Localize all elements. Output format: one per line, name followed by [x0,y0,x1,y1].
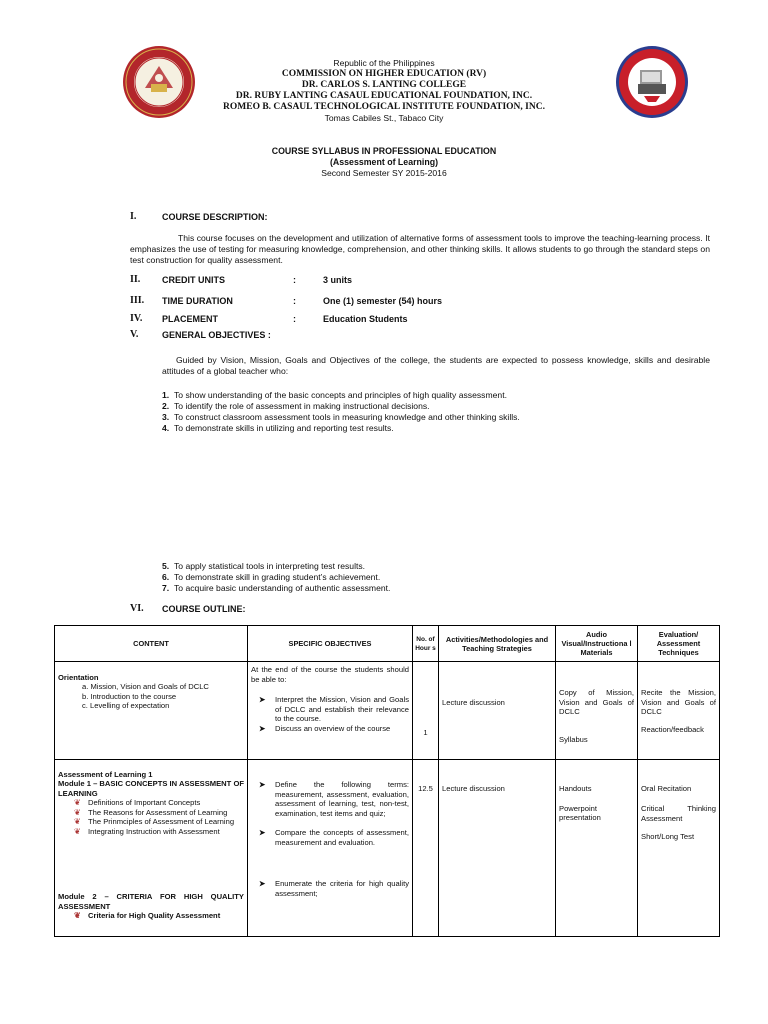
header-college: DR. CARLOS S. LANTING COLLEGE [301,80,467,90]
table-row [55,760,720,937]
assessment-title: Assessment of Learning 1 [58,770,153,779]
orientation-activity-cell: Lecture discussion [439,662,556,760]
list-item [58,798,244,808]
material-item: Copy of Mission, Vision and Goals of DCLC [559,688,634,716]
course-description-text: This course focuses on the development and utilization of alternative forms of assessment tools to improve the teaching-learning process. It emphasizes the use of testing for measuring knowledge, comprehension, and other thinking skills. It allows students to go through the standard steps on test construction for quality assessment. [130,233,710,265]
objective-number: 6. [162,572,170,582]
module-objectives-cell [248,760,413,937]
evaluation-item: Recite the Mission, Vision and Goals of DCLC [641,688,716,716]
evaluation-item: Critical Thinking Assessment [641,804,716,823]
section-1-label: COURSE DESCRIPTION: [162,212,268,222]
list-item: c. Levelling of expectation [82,701,170,710]
module-1-items [58,798,244,836]
list-item [251,724,409,734]
objective-number: 5. [162,561,170,571]
objective-item [162,401,722,412]
objectives-list-b [162,561,722,594]
orientation-objectives-cell [248,662,413,760]
objective-item [162,412,722,423]
module-1-title: Module 1 – BASIC CONCEPTS IN ASSESSMENT OF LEARNING [58,779,244,798]
objective-text: To construct classroom assessment tools in measuring knowledge and other thinking skills. [174,412,520,422]
objective-text: To demonstrate skill in grading student’s achievement. [174,572,381,582]
syllabus-subtitle: (Assessment of Learning) [329,157,439,167]
list-item [251,879,409,898]
header-republic: Republic of the Philippines [333,58,435,68]
fleur-bullet-icon: ❦ [74,826,81,836]
header-activities: Activities/Methodologies and Teaching Strategies [439,626,556,662]
section-6-number: VI. [130,603,144,614]
objectives-list-a [162,390,722,434]
section-2-number: II. [130,274,141,285]
course-outline-table [54,625,720,937]
objective-item [162,583,722,594]
objective-text: Discuss an overview of the course [275,723,391,733]
section-5-label: GENERAL OBJECTIVES : [162,330,271,340]
objective-text: To acquire basic understanding of authentic assessment. [174,583,391,593]
module-content-cell [55,760,248,937]
syllabus-semester: Second Semester SY 2015-2016 [321,168,447,178]
header-specific-objectives: SPECIFIC OBJECTIVES [248,626,413,662]
list-item [251,695,409,724]
objective-item [162,572,722,583]
header-address: Tomas Cabiles St., Tabaco City [324,113,444,123]
item-text: Integrating Instruction with Assessment [88,826,220,836]
objectives-intro: At the end of the course the students should be able to: [251,665,409,684]
list-item: a. Mission, Vision and Goals of DCLC [82,682,209,691]
orientation-title: Orientation [58,673,99,682]
material-item: Powerpoint presentation [559,804,601,822]
objective-number: 2. [162,401,170,411]
objective-text: To show understanding of the basic concepts and principles of high quality assessment. [174,390,507,400]
objective-text: Enumerate the criteria for high quality assessment; [275,879,409,898]
time-duration-value: One (1) semester (54) hours [323,296,443,306]
list-item: b. Introduction to the course [82,691,177,701]
objective-number: 7. [162,583,170,593]
item-text: The Prinmciples of Assessment of Learning [88,817,235,826]
header-content: CONTENT [55,626,248,662]
list-item [58,817,244,827]
fleur-bullet-icon: ❦ [74,807,81,817]
objective-text: Interpret the Mission, Vision and Goals of DCLC and establish their relevance to the course. [275,695,409,723]
section-4-colon: : [293,314,296,324]
item-text: The Reasons for Assessment of Learning [88,807,228,817]
evaluation-item: Reaction/feedback [641,724,704,734]
objective-item [162,423,722,434]
material-item: Syllabus [559,734,588,744]
fleur-bullet-icon: ❦ [74,798,81,807]
section-4-number: IV. [130,313,143,324]
orientation-hours-cell: 1 [413,662,439,760]
arrow-bullet-icon: ➤ [259,879,266,888]
orientation-evaluation-cell [638,662,720,760]
module-materials-cell [556,760,638,937]
header-materials: Audio Visual/Instructiona l Materials [556,626,638,662]
objective-text: Define the following terms: measurement, assessment, evaluation, assessment of learning, test, non-test, examination, test items and quiz; [275,780,409,818]
objective-text: Compare the concepts of assessment, measurement and evaluation. [275,828,409,847]
placement-value: Education Students [323,314,408,324]
module-2-title: Module 2 – CRITERIA FOR HIGH QUALITY ASSESSMENT [58,892,244,911]
list-item [58,808,244,818]
objective-number: 1. [162,390,170,400]
credit-units-value: 3 units [323,275,353,285]
orientation-materials-cell [556,662,638,760]
objective-text: To demonstrate skills in utilizing and reporting test results. [174,423,394,433]
orientation-objectives-list [251,695,409,733]
objective-text: To identify the role of assessment in making instructional decisions. [174,401,430,411]
item-text: Definitions of Important Concepts [88,798,201,807]
section-4-label: PLACEMENT [162,314,218,324]
section-3-number: III. [130,295,145,306]
fleur-bullet-icon: ❦ [74,911,81,920]
arrow-bullet-icon: ➤ [259,828,266,837]
arrow-bullet-icon: ➤ [259,695,266,704]
orientation-items [58,682,244,711]
arrow-bullet-icon: ➤ [259,780,266,789]
module-activity-cell: Lecture discussion [439,760,556,937]
section-5-number: V. [130,329,139,340]
header-hours: No. of Hour s [413,626,439,662]
material-item: Handouts [559,784,592,793]
objective-item [162,561,722,572]
objective-number: 3. [162,412,170,422]
section-2-label: CREDIT UNITS [162,275,225,285]
section-6-label: COURSE OUTLINE: [162,604,246,614]
header-institute: ROMEO B. CASAUL TECHNOLOGICAL INSTITUTE FOUNDATION, INC. [223,102,545,112]
general-objectives-intro: Guided by Vision, Mission, Goals and Objectives of the college, the students are expected to possess knowledge, skills and desirable attitudes of a global teacher who: [162,355,710,376]
header-commission: COMMISSION ON HIGHER EDUCATION (RV) [281,69,487,79]
fleur-bullet-icon: ❦ [74,817,81,826]
module-hours-cell: 12.5 [413,760,439,937]
section-2-colon: : [293,275,296,285]
evaluation-item: Short/Long Test [641,832,695,841]
module-2-items [58,911,244,921]
arrow-bullet-icon: ➤ [259,723,266,733]
header-foundation: DR. RUBY LANTING CASAUL EDUCATIONAL FOUNDATION, INC. [235,91,533,101]
header-evaluation: Evaluation/ Assessment Techniques [638,626,720,662]
evaluation-item: Oral Recitation [641,784,692,793]
list-item [58,911,244,921]
table-header-row [55,626,720,662]
objective-text: To apply statistical tools in interpreting test results. [174,561,366,571]
list-item [251,780,409,818]
list-item [58,827,244,837]
syllabus-title: COURSE SYLLABUS IN PROFESSIONAL EDUCATION [271,146,497,156]
section-1-number: I. [130,211,137,222]
section-3-colon: : [293,296,296,306]
objective-item [162,390,722,401]
item-text: Criteria for High Quality Assessment [88,911,221,920]
list-item [251,828,409,847]
module-evaluation-cell [638,760,720,937]
objective-number: 4. [162,423,170,433]
orientation-content-cell [55,662,248,760]
section-3-label: TIME DURATION [162,296,233,306]
table-row [55,662,720,760]
module-objectives-list [251,780,409,898]
